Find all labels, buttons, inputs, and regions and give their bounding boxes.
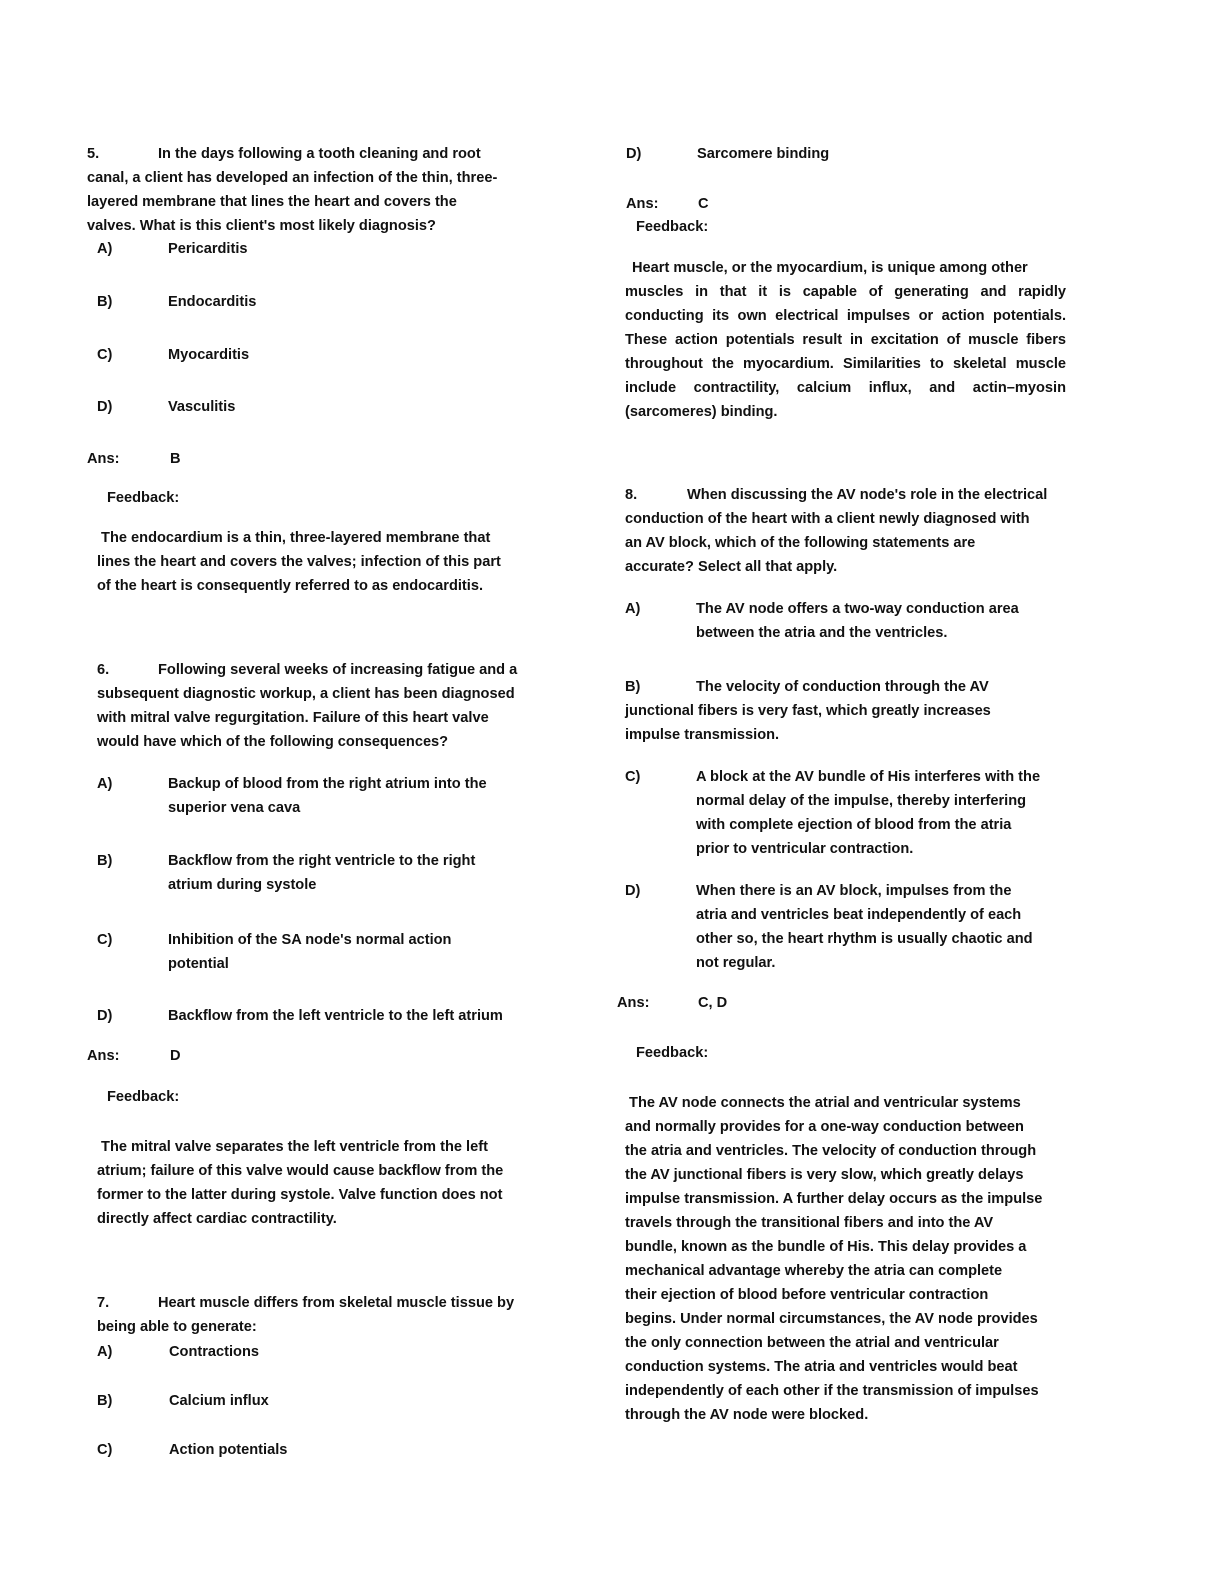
text-line: prior to ventricular contraction.	[696, 841, 914, 857]
text-line: Backflow from the left ventricle to the left atrium	[168, 1008, 503, 1024]
option-text: Calcium influx	[169, 1393, 269, 1409]
text-line: would have which of the following consequences?	[97, 734, 449, 750]
text-line: of the heart is consequently referred to as endocarditis.	[97, 578, 484, 594]
question-number: 6.	[97, 662, 110, 678]
text-line: The AV node offers a two-way conduction area	[696, 601, 1019, 617]
option-text	[696, 765, 1040, 861]
feedback-label: Feedback:	[636, 1045, 709, 1061]
option-letter: C)	[97, 347, 113, 363]
text-line: Heart muscle, or the myocardium, is unique among other	[632, 260, 1028, 276]
question-stem	[97, 1315, 257, 1339]
text-line: Backflow from the right ventricle to the right	[168, 853, 476, 869]
text-line: Heart muscle differs from skeletal muscle tissue by	[158, 1295, 515, 1311]
text-line: lines the heart and covers the valves; infection of this part	[97, 554, 501, 570]
text-line: conducting its own electrical impulses or action potentials.	[625, 308, 1066, 324]
text-line: canal, a client has developed an infection of the thin, three-	[87, 170, 498, 186]
question-number: 7.	[97, 1295, 110, 1311]
text-line: throughout the myocardium. Similarities to skeletal muscle	[625, 356, 1066, 372]
text-line: conduction of the heart with a client newly diagnosed with	[625, 511, 1030, 527]
text-line: the only connection between the atrial and ventricular	[625, 1335, 999, 1351]
option-text: Action potentials	[169, 1442, 288, 1458]
question-stem	[97, 682, 515, 754]
question-number: 8.	[625, 487, 638, 503]
text-line: the atria and ventricles. The velocity of conduction through	[625, 1143, 1037, 1159]
answer-value: C	[698, 196, 709, 212]
text-line: conduction systems. The atria and ventricles would beat	[625, 1359, 1018, 1375]
text-line: the AV junctional fibers is very slow, which greatly delays	[625, 1167, 1024, 1183]
text-line: The endocardium is a thin, three-layered membrane that	[97, 530, 491, 546]
option-letter: D)	[625, 883, 641, 899]
text-line: accurate? Select all that apply.	[625, 559, 838, 575]
text-line: junctional fibers is very fast, which greatly increases	[625, 703, 991, 719]
option-letter: A)	[97, 241, 113, 257]
question-stem-first	[158, 658, 517, 682]
option-text: Myocarditis	[168, 347, 250, 363]
text-line: and normally provides for a one-way conduction between	[625, 1119, 1024, 1135]
text-line: include contractility, calcium influx, and actin–myosin	[625, 380, 1066, 396]
option-letter: D)	[626, 146, 642, 162]
answer-label: Ans:	[87, 1048, 120, 1064]
answer-value: D	[170, 1048, 181, 1064]
text-line: bundle, known as the bundle of His. This delay provides a	[625, 1239, 1027, 1255]
option-letter: B)	[97, 853, 113, 869]
text-line: normal delay of the impulse, thereby interfering	[696, 793, 1027, 809]
answer-label: Ans:	[617, 995, 650, 1011]
option-text	[696, 597, 1019, 645]
text-line: When discussing the AV node's role in the electrical	[687, 487, 1048, 503]
option-text-wrap	[625, 699, 991, 747]
option-letter: B)	[97, 1393, 113, 1409]
text-line: their ejection of blood before ventricular contraction	[625, 1287, 989, 1303]
text-line: with mitral valve regurgitation. Failure of this heart valve	[97, 710, 489, 726]
text-line: other so, the heart rhythm is usually chaotic and	[696, 931, 1033, 947]
option-letter: A)	[625, 601, 641, 617]
feedback-text	[97, 1135, 503, 1231]
text-line: The AV node connects the atrial and ventricular systems	[625, 1095, 1021, 1111]
feedback-label: Feedback:	[107, 1089, 180, 1105]
option-letter: B)	[625, 679, 641, 695]
option-letter: C)	[97, 1442, 113, 1458]
text-line: former to the latter during systole. Valve function does not	[97, 1187, 503, 1203]
option-text: Vasculitis	[168, 399, 236, 415]
option-text: Contractions	[169, 1344, 259, 1360]
option-text	[696, 675, 989, 699]
answer-value: C, D	[698, 995, 728, 1011]
text-line: being able to generate:	[97, 1319, 257, 1335]
answer-label: Ans:	[87, 451, 120, 467]
option-text	[168, 849, 475, 897]
question-stem-first	[687, 483, 1047, 507]
answer-value: B	[170, 451, 181, 467]
text-line: mechanical advantage whereby the atria can complete	[625, 1263, 1003, 1279]
text-line: The mitral valve separates the left ventricle from the left	[97, 1139, 488, 1155]
option-letter: D)	[97, 399, 113, 415]
text-line: When there is an AV block, impulses from the	[696, 883, 1012, 899]
text-line: with complete ejection of blood from the atria	[696, 817, 1012, 833]
text-line: (sarcomeres) binding.	[625, 404, 778, 420]
option-text: Pericarditis	[168, 241, 248, 257]
text-line: atrium; failure of this valve would cause backflow from the	[97, 1163, 504, 1179]
option-letter: D)	[97, 1008, 113, 1024]
option-letter: B)	[97, 294, 113, 310]
option-letter: C)	[625, 769, 641, 785]
text-line: The velocity of conduction through the AV	[696, 679, 989, 695]
answer-label: Ans:	[626, 196, 659, 212]
text-line: These action potentials result in excitation of muscle fibers	[625, 332, 1066, 348]
text-line: Inhibition of the SA node's normal action	[168, 932, 452, 948]
text-line: not regular.	[696, 955, 776, 971]
text-line: muscles in that it is capable of generating and rapidly	[625, 284, 1066, 300]
option-letter: C)	[97, 932, 113, 948]
text-line: Following several weeks of increasing fatigue and a	[158, 662, 518, 678]
text-line: through the AV node were blocked.	[625, 1407, 869, 1423]
question-stem	[625, 507, 1030, 579]
text-line: begins. Under normal circumstances, the AV node provides	[625, 1311, 1038, 1327]
option-text	[168, 928, 451, 976]
feedback-text	[97, 526, 501, 598]
option-text: Sarcomere binding	[697, 146, 830, 162]
option-text: Endocarditis	[168, 294, 257, 310]
feedback-text	[632, 256, 1066, 280]
question-stem-first	[158, 1291, 514, 1315]
feedback-label: Feedback:	[107, 490, 180, 506]
text-line: potential	[168, 956, 229, 972]
text-line: between the atria and the ventricles.	[696, 625, 948, 641]
text-line: an AV block, which of the following statements are	[625, 535, 976, 551]
question-stem	[87, 166, 497, 238]
text-line: impulse transmission. A further delay occurs as the impulse	[625, 1191, 1043, 1207]
option-letter: A)	[97, 1344, 113, 1360]
text-line: superior vena cava	[168, 800, 301, 816]
question-stem-first	[158, 142, 481, 166]
text-line: Backup of blood from the right atrium into the	[168, 776, 487, 792]
option-text	[168, 1004, 503, 1028]
option-letter: A)	[97, 776, 113, 792]
option-text	[696, 879, 1033, 975]
question-number: 5.	[87, 146, 100, 162]
text-line: A block at the AV bundle of His interferes with the	[696, 769, 1041, 785]
text-line: valves. What is this client's most likely diagnosis?	[87, 218, 436, 234]
text-line: atria and ventricles beat independently of each	[696, 907, 1022, 923]
text-line: In the days following a tooth cleaning and root	[158, 146, 481, 162]
text-line: directly affect cardiac contractility.	[97, 1211, 337, 1227]
feedback-text	[625, 1091, 1042, 1427]
text-line: travels through the transitional fibers and into the AV	[625, 1215, 994, 1231]
text-line: atrium during systole	[168, 877, 317, 893]
text-line: impulse transmission.	[625, 727, 780, 743]
option-text	[168, 772, 487, 820]
feedback-text	[625, 280, 1066, 424]
feedback-label: Feedback:	[636, 219, 709, 235]
text-line: independently of each other if the transmission of impulses	[625, 1383, 1039, 1399]
text-line: layered membrane that lines the heart and covers the	[87, 194, 457, 210]
text-line: subsequent diagnostic workup, a client has been diagnosed	[97, 686, 515, 702]
